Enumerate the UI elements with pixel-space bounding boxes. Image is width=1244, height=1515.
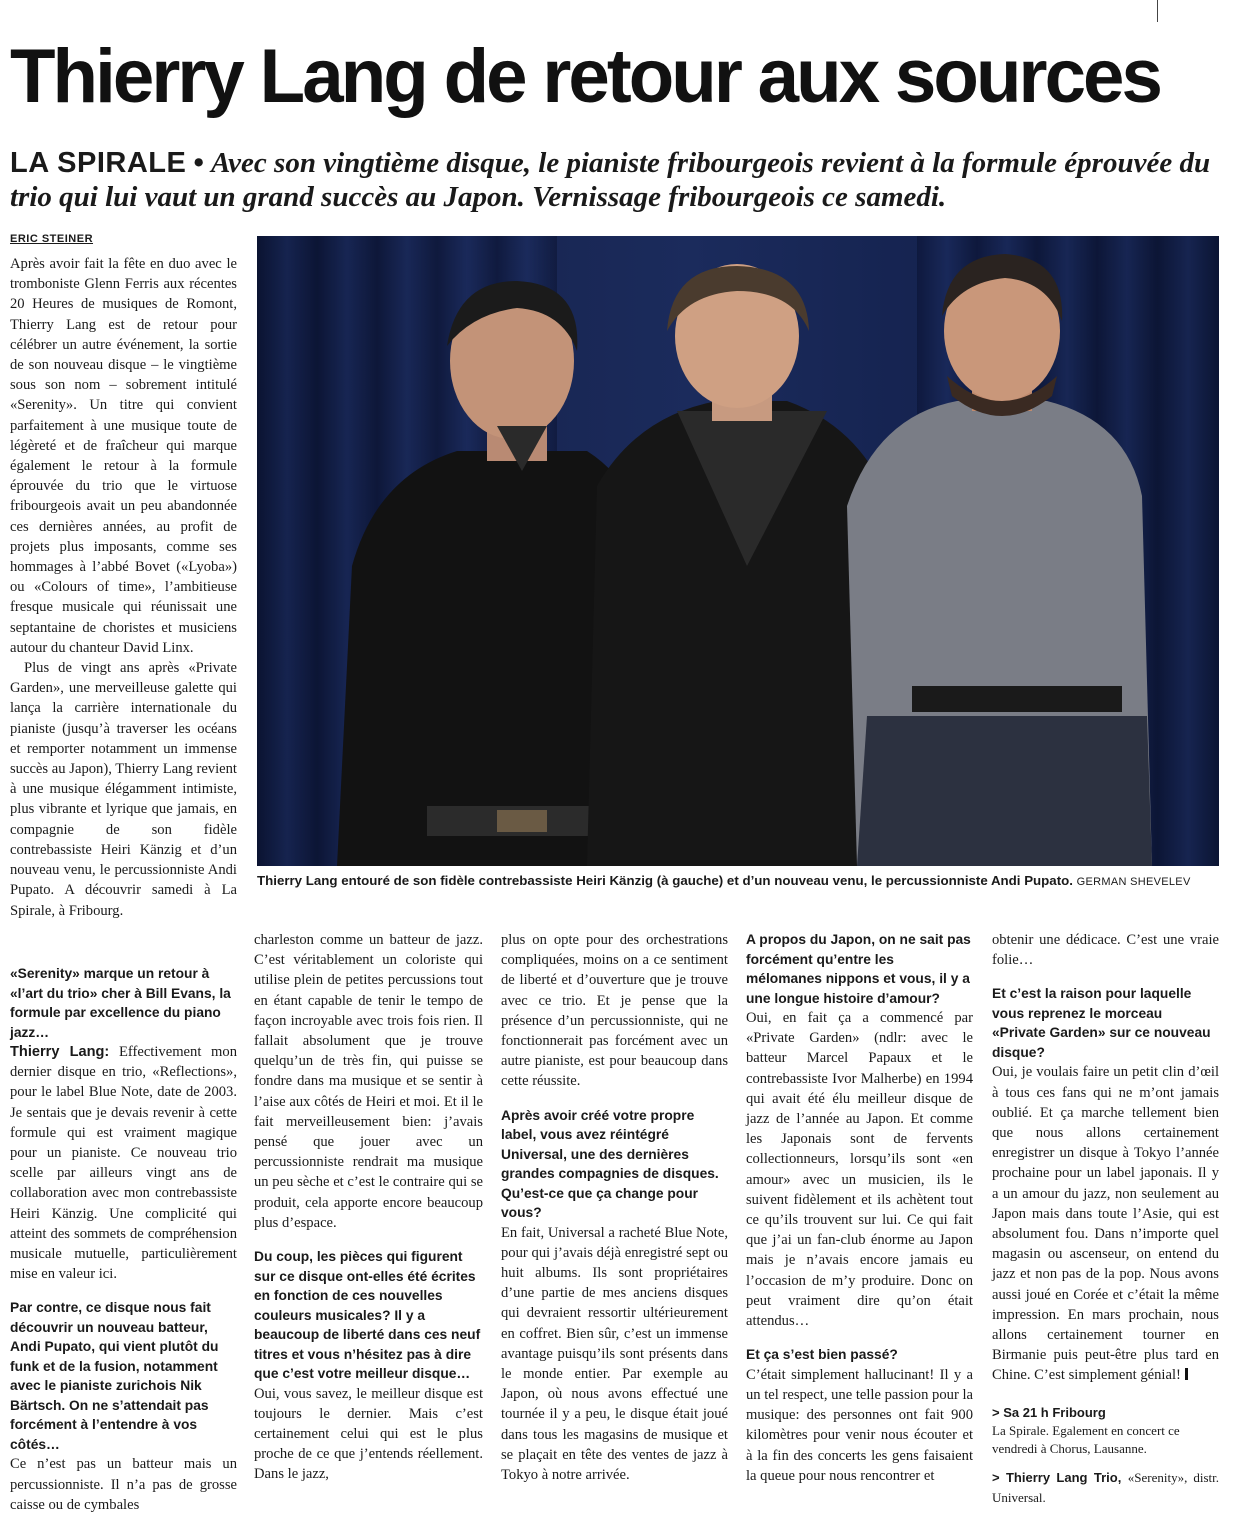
interview-question: Par contre, ce disque nous fait découvrir un nouveau batteur, Andi Pupato, qui vient plutôt du funk et de la fusion, notamment avec le pianiste zurichois Nik Bärtsch. On ne s’attendait pas forcément à l’entendre à vos côtés… — [10, 1300, 219, 1452]
deck-text: Avec son vingtième disque, le pianiste fribourgeois revient à la formule éprouvée du trio qui lui vaut un grand succès au Japon. Vernissage fribourgeois ce samedi. — [10, 147, 1211, 213]
photo-illustration — [257, 236, 1219, 866]
byline: ERIC STEINER — [10, 233, 94, 245]
info-head: > Thierry Lang Trio, — [992, 1469, 1122, 1485]
info-head: > Sa 21 h Fribourg — [992, 1404, 1106, 1420]
deck — [10, 146, 1235, 214]
column-4 — [501, 930, 728, 1494]
answer: plus on opte pour des orchestrations compliquées, moins on a ce sentiment de liberté et d’ouverture que je trouve avec ce trio. Et je pense que la présence d’un percussionniste, qui ne fonctionnerait pas forcément avec un autre pianiste, est pour beaucoup dans cette réussite. — [501, 932, 728, 1090]
interview-question: Et ça s’est bien passé? — [746, 1347, 898, 1363]
interview-question: Et c’est la raison pour laquelle vous reprenez le morceau «Private Garden» sur ce nouveau disque? — [992, 986, 1211, 1060]
answer — [10, 1042, 237, 1284]
column-1 — [10, 254, 237, 944]
answer: obtenir une dédicace. C’est une vraie folie… — [992, 932, 1219, 969]
paragraph: Après avoir fait la fête en duo avec le tromboniste Glenn Ferris aux récentes 20 Heures de musiques de Romont, Thierry Lang est de retour pour célébrer un autre événement, la sortie de son nouveau disque – le vingtième sous son nom – sobrement intitulé «Serenity». Un titre qui convient parfaitement à une musique toute de légèreté et de fraîcheur qui marque également le retour à la formule éprouvée du trio que le virtuose fribourgeois avait un peu abandonnée ces dernières années, au profit de projets plus imposants, comme ses hommages à l’abbé Bovet («Lyoba») ou «Colours of time», l’ambitieuse fresque musicale qui réunissait une septantaine de choristes et musiciens autour du chanteur David Linx. — [10, 256, 237, 656]
answer: charleston comme un batteur de jazz. C’est véritablement un coloriste qui utilise plein de petites percussions tout en étant capable de tenir le tempo de façon incroyable avec trois fois rien. Il fallait absolument que je trouve quelqu’un de très fin, qui puisse se fondre dans ma musique et se sentir à l’aise aux côtés de Heiri et moi. Et il le fait merveilleusement bien: j’avais pensé que jouer avec un percussionniste rendrait ma musique un peu sèche et c’est le contraire qui se produit, cela apporte encore beaucoup plus d’espace. — [254, 932, 483, 1231]
kicker: LA SPIRALE — [10, 147, 187, 179]
info-body: La Spirale. Egalement en concert ce vendredi à Chorus, Lausanne. — [992, 1422, 1180, 1456]
answer: En fait, Universal a racheté Blue Note, pour qui j’avais déjà enregistré sept ou huit albums. Ils sont propriétaires d’une partie de mes anciens disques qui devraient ressortir ultérieurement en coffret. Bien sûr, c’est un immense avantage puisqu’ils sont présents dans le monde entier. Par exemple au Japon, où nous avons effectué une tournée il y a peu, le disque était joué dans tous les magasins de musique et se plaçait en tête des ventes de jazz à Tokyo à notre arrivée. — [501, 1224, 728, 1484]
interview-question: A propos du Japon, on ne sait pas forcément qu’entre les mélomanes nippons et vous, il y a une longue histoire d’amour? — [746, 932, 971, 1006]
answer: Oui, en fait ça a commencé par «Private Garden» (ndlr: avec le batteur Marcel Papaux et le contrebassiste Ivor Malherbe) en 1994 qui avait été élu meilleur disque de jazz de l’année au Japon. Et comme les Japonais sont de fervents collectionneurs, lorsqu’ils sont «en amour» avec un musicien, ils le suivent fidèlement et ils achètent tout ce qu’ils trouvent sur lui. Ce qui fait que j’ai un fan-club énorme au Japon mais je n’avais encore jamais eu l’occasion de m’y produire. Donc on peut vraiment dire qu’on était attendus… — [746, 1010, 973, 1330]
headline: Thierry Lang de retour aux sources — [10, 34, 1161, 119]
interview-question: Du coup, les pièces qui figurent sur ce disque ont-elles été écrites en fonction de ces nouvelles couleurs musicales? Il y a beaucoup de liberté dans ces neuf titres et vous n’hésitez pas à dire que c’est votre meilleur disque… — [254, 1249, 481, 1382]
answer: Oui, vous savez, le meilleur disque est toujours le dernier. Mais c’est certainement celui qui est le plus proche de ce que j’entends réellement. Dans le jazz, — [254, 1385, 483, 1483]
answer-text: Oui, je voulais faire un petit clin d’œil à tous ces fans qui ne m’ont jamais oublié. Et ça marche tellement bien que nous allons certainement enregistrer un disque à Tokyo l’année prochaine pour un label japonais. Il y a un amour du jazz, non seulement au Japon mais dans toute l’Asie, qui est absolument fou. Dans n’importe quel magasin ou ascenseur, on entend du jazz et non pas de la pop. Nous avons aussi joué en Corée et c’était la même impression. En mars prochain, nous allons certainement tourner en Birmanie puis peut-être plus tard en Chine. C’est simplement génial! — [992, 1064, 1219, 1384]
trio-photo — [257, 236, 1219, 866]
answer: Ce n’est pas un batteur mais un percussionniste. Il n’a pas de grosse caisse ou de cymbales — [10, 1456, 237, 1513]
paragraph: Plus de vingt ans après «Private Garden», une merveilleuse galette qui lança la carrière internationale du pianiste (jusqu’à traverser les océans et remporter notamment un immense succès au Japon), Thierry Lang revient à une musique élégamment intimiste, plus vibrante et lyrique que jamais, en compagnie de son fidèle contrebassiste Heiri Känzig et d’un nouveau venu, le percussionniste Andi Pupato. A découvrir samedi à La Spirale, à Fribourg. — [10, 660, 237, 919]
answer — [992, 1062, 1219, 1385]
photo-caption — [257, 872, 1219, 891]
info-box — [992, 1404, 1219, 1508]
answer-text: Effectivement mon dernier disque en trio, «Reflections», pour le label Blue Note, date de 2003. Je sentais que je devais revenir à cette formule qui est vraiment magique pour un pianiste. Ce nouveau trio scelle par ailleurs vingt ans de collaboration avec mon contrebassiste Heiri Känzig. Une complicité qui atteint des sommets de compréhension musicale mutuelle, particulièrement mise en valeur ici. — [10, 1044, 238, 1283]
interview-question: Après avoir créé votre propre label, vous avez réintégré Universal, une des dernières grandes compagnies de disques. Qu’est-ce que ça change pour vous? — [501, 1107, 719, 1221]
speaker-label: Thierry Lang: — [10, 1044, 110, 1060]
column-2 — [10, 964, 238, 1513]
column-6 — [992, 930, 1220, 1505]
column-3 — [254, 930, 483, 1494]
caption-text: Thierry Lang entouré de son fidèle contrebassiste Heiri Känzig (à gauche) et d’un nouveau venu, le percussionniste Andi Pupato. — [257, 873, 1073, 888]
interview-question: «Serenity» marque un retour à «l’art du trio» cher à Bill Evans, la formule par excellence du piano jazz… — [10, 966, 231, 1040]
answer: C’était simplement hallucinant! Il y a un tel respect, une telle passion pour la musique: des personnes ont fait 900 kilomètres pour venir nous écouter et à la fin des concerts les gens faisaient la queue pour nous rencontrer et — [746, 1366, 973, 1484]
end-mark — [1185, 1368, 1188, 1380]
column-5 — [746, 930, 973, 1494]
top-rule — [1157, 0, 1158, 22]
info-block — [992, 1404, 1219, 1458]
photo-credit: GERMAN SHEVELEV — [1076, 876, 1191, 888]
info-body: «Serenity», distr. Universal. — [992, 1469, 1220, 1505]
info-block — [992, 1468, 1219, 1508]
bullet: • — [193, 147, 204, 179]
